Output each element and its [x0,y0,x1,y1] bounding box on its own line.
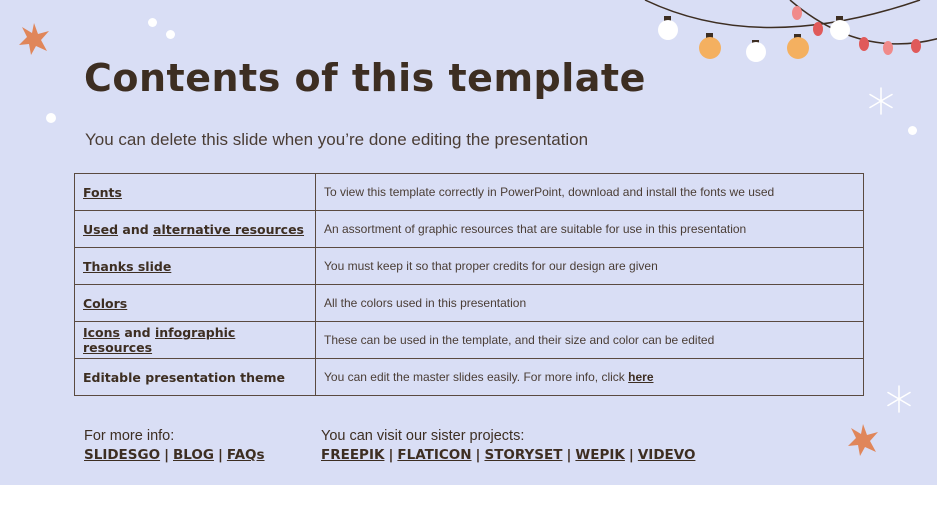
dot-icon [166,30,175,39]
light-bulb-icon [792,6,802,20]
row-description: To view this template correctly in PowerPoint, download and install the fonts we used [316,174,864,211]
dot-icon [46,113,56,123]
row-label [75,248,316,285]
thanks-slide-link[interactable]: Thanks slide [83,258,172,274]
row-description: You must keep it so that proper credits for our design are given [316,248,864,285]
table-row [75,285,864,322]
videvo-link[interactable]: VIDEVO [637,447,696,463]
table-row [75,322,864,359]
row-label [75,322,316,359]
light-bulb-icon [883,41,893,55]
row-label [75,174,316,211]
page-subtitle: You can delete this slide when you’re done editing the presentation [85,130,589,149]
table-row [75,211,864,248]
contents-table [74,173,864,396]
row-description: These can be used in the template, and their size and color can be edited [316,322,864,359]
snowflake-icon [884,384,914,414]
light-bulb-icon [787,34,809,59]
light-bulb-icon [658,16,678,40]
infographic-resources-link[interactable]: infographic resources [83,325,236,355]
string-lights-icon [640,0,937,70]
light-bulb-icon [859,37,869,51]
colors-link[interactable]: Colors [83,295,128,311]
snowflake-icon [866,86,896,116]
link-separator: | [388,447,394,463]
star-icon [846,423,880,457]
label-connector: and [118,221,154,237]
light-bulb-icon [813,22,823,36]
table-row [75,248,864,285]
fonts-link[interactable]: Fonts [83,184,122,200]
here-link[interactable]: here [628,370,654,384]
sister-projects-links [321,447,695,463]
row-label [75,211,316,248]
row-description: All the colors used in this presentation [316,285,864,322]
alternative-resources-link[interactable]: alternative resources [153,221,305,237]
description-text: You can edit the master slides easily. For more info, click [324,370,629,384]
more-info-links [84,447,265,463]
faqs-link[interactable]: FAQs [226,447,265,463]
blog-link[interactable]: BLOG [173,447,214,463]
footer-sister-projects [321,428,695,463]
freepik-link[interactable]: FREEPIK [321,447,385,463]
slidesgo-link[interactable]: SLIDESGO [84,447,161,463]
more-info-label: For more info: [84,428,175,444]
storyset-link[interactable]: STORYSET [484,447,563,463]
sister-projects-label: You can visit our sister projects: [321,428,525,444]
dot-icon [908,126,917,135]
light-bulb-icon [746,40,766,62]
link-separator: | [475,447,481,463]
label-connector: and [120,325,155,340]
light-bulb-icon [911,39,921,53]
table-row [75,174,864,211]
table-row [75,359,864,396]
row-label: Editable presentation theme [75,359,316,396]
light-bulb-icon [699,33,721,59]
flaticon-link[interactable]: FLATICON [397,447,472,463]
used-resources-link[interactable]: Used [83,221,119,237]
page-title: Contents of this template [84,56,646,100]
row-description [316,359,864,396]
icons-link[interactable]: Icons [83,325,120,340]
wepik-link[interactable]: WEPIK [575,447,625,463]
row-description: An assortment of graphic resources that are suitable for use in this presentation [316,211,864,248]
star-icon [17,22,51,56]
link-separator: | [217,447,223,463]
footer-more-info [84,428,265,463]
dot-icon [148,18,157,27]
link-separator: | [628,447,634,463]
link-separator: | [566,447,572,463]
link-separator: | [164,447,169,463]
row-label [75,285,316,322]
